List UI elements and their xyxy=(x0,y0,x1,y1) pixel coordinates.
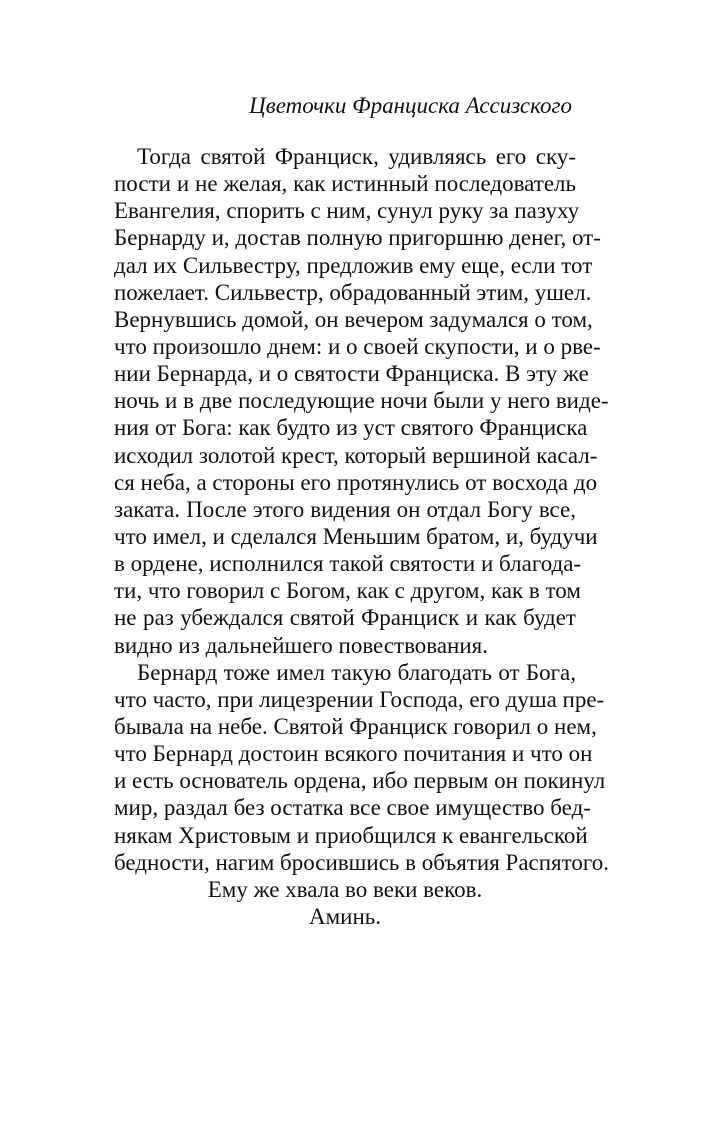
text-line: някам Христовым и приобщился к евангельской xyxy=(114,822,588,848)
text-line: и есть основатель ордена, ибо первым он покинул xyxy=(114,768,606,794)
text-line: заката. После этого видения он отдал Богу все, xyxy=(114,496,576,522)
text-line: Бернарду и, достав полную пригоршню денег, от- xyxy=(114,225,601,251)
text-line: не раз убеждался святой Франциск и как будет xyxy=(114,605,576,631)
text-line: дал их Сильвестру, предложив ему еще, если тот xyxy=(114,252,593,278)
text-line: ния от Бога: как будто из уст святого Франциска xyxy=(114,415,588,441)
paragraph-1 xyxy=(114,143,609,659)
text-line: ся неба, а стороны его протянулись от восхода до xyxy=(114,469,598,495)
paragraph-2 xyxy=(114,659,609,876)
text-line: бедности, нагим бросившись в объятия Распятого. xyxy=(114,849,609,875)
text-line: что имел, и сделался Меньшим братом, и, будучи xyxy=(114,523,598,549)
text-line: нии Бернарда, и о святости Франциска. В эту же xyxy=(114,361,589,387)
text-line: Евангелия, спорить с ним, сунул руку за пазуху xyxy=(114,198,580,224)
body-text xyxy=(114,143,609,930)
text-line: ти, что говорил с Богом, как с другом, как в том xyxy=(114,578,581,604)
text-line: видно из дальнейшего повествования. xyxy=(114,632,488,658)
closing xyxy=(114,876,576,930)
doxology-line: Ему же хвала во веки веков. xyxy=(207,876,483,902)
text-line: Вернувшись домой, он вечером задумался о том, xyxy=(114,306,593,332)
text-line: бывала на небе. Святой Франциск говорил о нем, xyxy=(114,713,597,739)
text-line: пости и не желая, как истинный последователь xyxy=(114,171,576,197)
text-line: Бернард тоже имел такую благодать от Бога, xyxy=(137,659,576,685)
text-line: что Бернард достоин всякого почитания и что он xyxy=(114,741,593,767)
text-line: Тогда святой Франциск, удивляясь его ску- xyxy=(137,144,576,169)
text-line: что произошло днем: и о своей скупости, и о рве- xyxy=(114,333,601,359)
text-line: мир, раздал без остатка все свое имущество бед- xyxy=(114,795,591,821)
amen-line: Аминь. xyxy=(308,903,382,929)
text-line: пожелает. Сильвестр, обрадованный этим, ушел. xyxy=(114,279,592,305)
text-line: ночь и в две последующие ночи были у него виде- xyxy=(114,388,609,414)
text-line: что часто, при лицезрении Господа, его душа пре- xyxy=(114,686,605,712)
text-line: в ордене, исполнился такой святости и благода- xyxy=(114,551,582,577)
text-line: исходил золотой крест, который вершиной касал- xyxy=(114,442,598,468)
running-head: Цветочки Франциска Ассизского xyxy=(249,93,572,118)
